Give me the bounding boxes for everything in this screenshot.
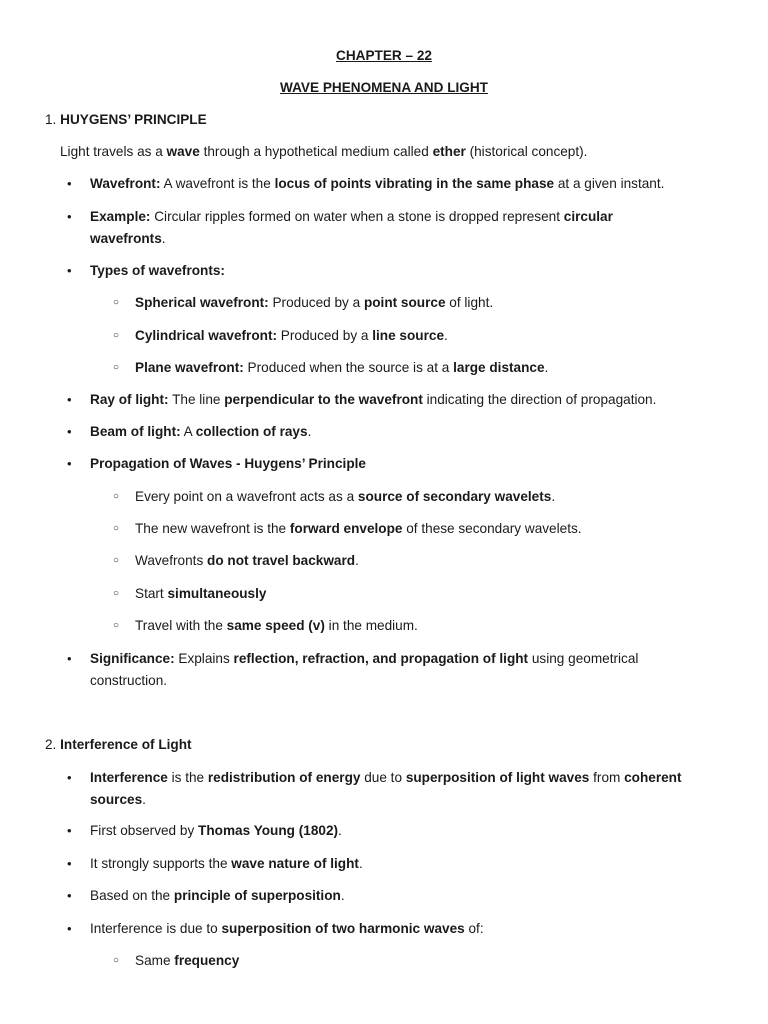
- circle-bullet-icon: ○: [113, 297, 120, 308]
- bullet-icon: •: [67, 856, 72, 871]
- bullet-icon: •: [67, 888, 72, 903]
- circle-bullet-icon: ○: [113, 588, 120, 599]
- sub-item-forward-envelope: The new wavefront is the forward envelope of these secondary wavelets.: [135, 521, 582, 536]
- list-item-example: Example: Circular ripples formed on water when a stone is dropped represent circular: [90, 209, 613, 224]
- sub-item-plane: Plane wavefront: Produced when the source is at a large distance.: [135, 360, 549, 375]
- bullet-icon: •: [67, 209, 72, 224]
- bullet-icon: •: [67, 770, 72, 785]
- list-item-significance-cont: construction.: [90, 673, 168, 688]
- bullet-icon: •: [67, 651, 72, 666]
- sub-item-simultaneously: Start simultaneously: [135, 586, 267, 601]
- section-2-heading: [45, 736, 192, 754]
- sub-item-spherical: Spherical wavefront: Produced by a point source of light.: [135, 295, 494, 310]
- list-item-wavefront: Wavefront: A wavefront is the locus of points vibrating in the same phase at a given instant.: [90, 176, 665, 191]
- list-item-significance: Significance: Explains reflection, refraction, and propagation of light using geometrical: [90, 651, 639, 666]
- list-item-propagation: Propagation of Waves - Huygens’ Principle: [90, 456, 366, 471]
- circle-bullet-icon: ○: [113, 555, 120, 566]
- list-item-thomas-young: First observed by Thomas Young (1802).: [90, 823, 342, 838]
- circle-bullet-icon: ○: [113, 523, 120, 534]
- sub-item-same-frequency: Same frequency: [135, 953, 240, 968]
- chapter-subtitle: WAVE PHENOMENA AND LIGHT: [280, 80, 488, 95]
- sub-item-same-speed: Travel with the same speed (v) in the medium.: [135, 618, 418, 633]
- section-2-number: 2.: [45, 737, 57, 752]
- list-item-interference-def-cont: sources.: [90, 792, 146, 807]
- section-1-heading: [45, 111, 207, 129]
- sub-item-no-backward: Wavefronts do not travel backward.: [135, 553, 359, 568]
- bullet-icon: •: [67, 921, 72, 936]
- list-item-harmonic-waves: Interference is due to superposition of two harmonic waves of:: [90, 921, 484, 936]
- bullet-icon: •: [67, 823, 72, 838]
- bullet-icon: •: [67, 263, 72, 278]
- list-item-example-cont: wavefronts.: [90, 231, 166, 246]
- list-item-wave-nature: It strongly supports the wave nature of light.: [90, 856, 363, 871]
- bullet-icon: •: [67, 456, 72, 471]
- intro-paragraph: Light travels as a wave through a hypothetical medium called ether (historical concept).: [60, 144, 588, 159]
- bullet-icon: •: [67, 392, 72, 407]
- list-item-types: Types of wavefronts:: [90, 263, 225, 278]
- section-1-number: 1.: [45, 112, 57, 127]
- section-1-title: HUYGENS’ PRINCIPLE: [60, 112, 207, 127]
- sub-item-secondary-wavelets: Every point on a wavefront acts as a source of secondary wavelets.: [135, 489, 556, 504]
- circle-bullet-icon: ○: [113, 330, 120, 341]
- section-2-title: Interference of Light: [60, 737, 192, 752]
- circle-bullet-icon: ○: [113, 491, 120, 502]
- sub-item-cylindrical: Cylindrical wavefront: Produced by a line source.: [135, 328, 448, 343]
- list-item-ray: Ray of light: The line perpendicular to the wavefront indicating the direction of propagation.: [90, 392, 657, 407]
- bullet-icon: •: [67, 176, 72, 191]
- circle-bullet-icon: ○: [113, 955, 120, 966]
- list-item-beam: Beam of light: A collection of rays.: [90, 424, 312, 439]
- circle-bullet-icon: ○: [113, 620, 120, 631]
- list-item-superposition: Based on the principle of superposition.: [90, 888, 345, 903]
- chapter-title: CHAPTER – 22: [336, 48, 432, 63]
- bullet-icon: •: [67, 424, 72, 439]
- circle-bullet-icon: ○: [113, 362, 120, 373]
- list-item-interference-def: Interference is the redistribution of energy due to superposition of light waves from coherent: [90, 770, 682, 785]
